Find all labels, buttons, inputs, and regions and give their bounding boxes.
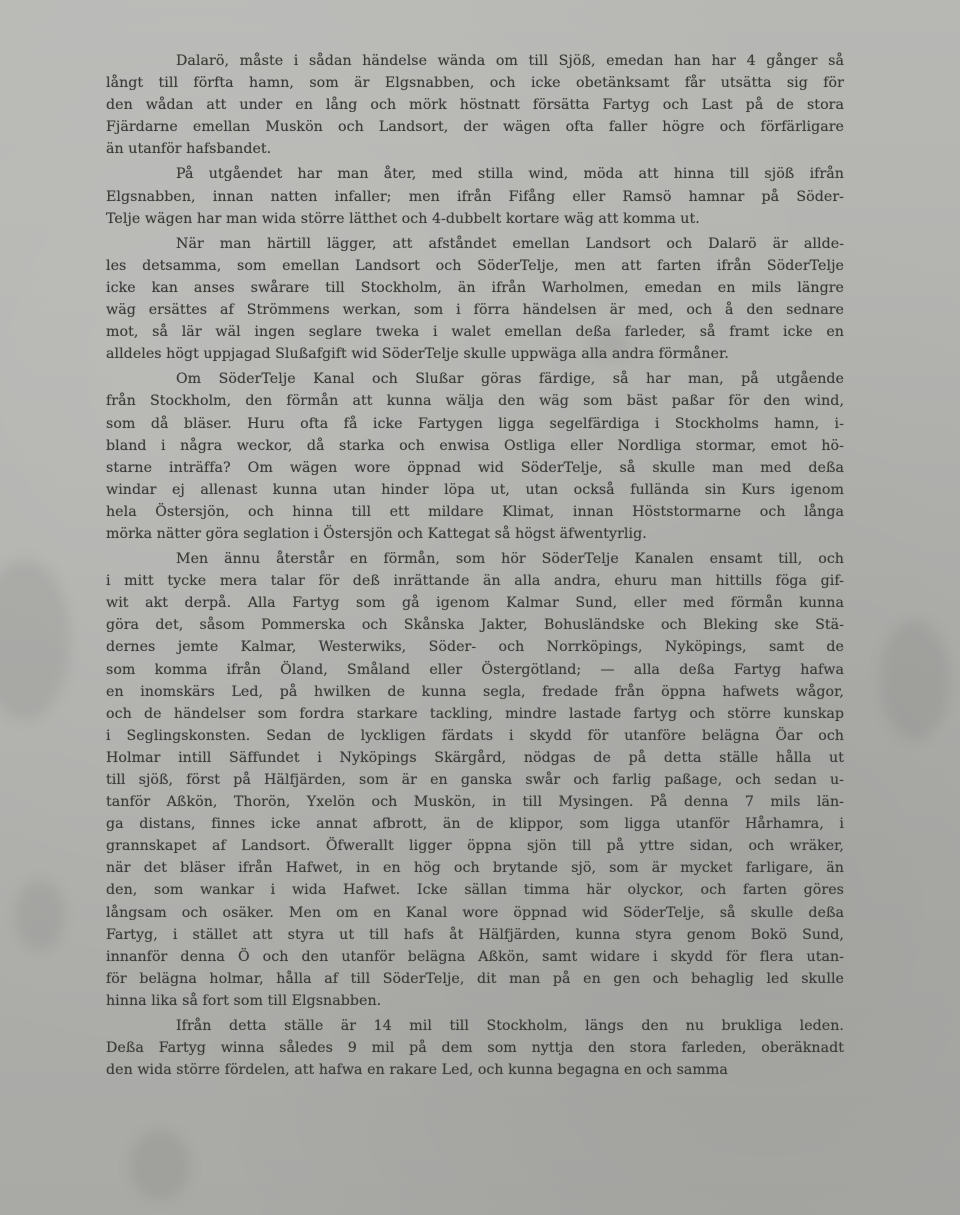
text-line: mot, så lär wäl ingen seglare twekа i walet emellan deßa farleder, så framt icke en <box>106 324 844 341</box>
text-line: icke kan anses swårare till Stockholm, än ifrån Warholmen, emedan en mils längre <box>106 279 844 296</box>
text-line: till sjöß, först på Hälfjärden, som är en ganska swår och farlig paßage, och sedan u- <box>106 772 844 788</box>
text-line: les detsamma, som emellan Landsort och SöderTelje, men att farten ifrån SöderTelje <box>106 257 844 274</box>
text-line: Holmar intill Säffundet i Nyköpings Skärgård, nödgas de på detta ställe hålla ut <box>106 749 844 766</box>
text-line: för belägna holmar, hålla af till SöderTelje, dit man på en gen och behaglig led skulle <box>106 970 844 987</box>
text-line: den wådan att under en lång och mörk höstnatt försätta Fartyg och Last på de stora <box>106 97 844 114</box>
text-line: hinna lika så fort som till Elgsnabben. <box>106 992 382 1009</box>
text-line: tanför Aßkön, Thorön, Yxelön och Muskön, in till Mysingen. På denna 7 mils län- <box>106 794 844 811</box>
text-line: Fartyg, i stället att styra ut till hafs åt Hälfjärden, kunna styra genom Bokö Sund, <box>106 926 844 943</box>
text-line: Men ännu återstår en förmån, som hör SöderTelje Kanalen ensamt till, och <box>176 551 844 568</box>
paragraph <box>106 233 844 366</box>
text-line: och de händelser som fordra starkare tackling, mindre lastade fartyg och större kunskap <box>106 705 844 722</box>
text-line: ga distans, finnes icke annat afbrott, än de klippor, som ligga utanför Hårhamra, i <box>106 816 844 833</box>
paper-stain <box>880 620 950 740</box>
text-line: i mitt tycke mera talar för deß inrättande än alla andra, ehuru man hittills föga gif- <box>106 573 844 590</box>
text-line: grannskapet af Landsort. Öfwerallt ligger öppna sjön till på yttre sidan, och wräker, <box>106 838 844 855</box>
text-line: göra det, såsom Pommerska och Skånska Jakter, Bohusländske och Bleking ske Stä- <box>106 617 844 634</box>
text-line: långsam och osäker. Men om en Kanal wore öppnad wid SöderTelje, så skulle deßa <box>106 904 844 921</box>
text-line: den, som wankar i wida Hafwet. Icke sällan timma här olyckor, och farten göres <box>106 882 844 899</box>
text-line: Deßa Fartyg winna således 9 mil på dem som nyttja den stora farleden, oberäknadt <box>106 1040 844 1057</box>
text-line: som då bläser. Huru ofta få icke Fartygen ligga segelfärdiga i Stockholms hamn, i- <box>106 415 844 432</box>
paper-stain <box>130 1130 190 1200</box>
text-line: starne inträffa? Om wägen wore öppnad wid SöderTelje, så skulle man med deßa <box>106 459 844 476</box>
text-line: den wida större fördelen, att hafwa en rakare Led, och kunna begagna en och samma <box>106 1062 728 1079</box>
paper-stain <box>15 880 65 950</box>
text-line: som komma ifrån Öland, Småland eller Östergötland; — alla deßa Fartyg hafwa <box>106 661 844 678</box>
paragraph <box>106 163 844 229</box>
text-line: På utgåendet har man åter, med stilla wind, möda att hinna till sjöß ifrån <box>176 166 844 183</box>
text-line: När man härtill lägger, att afståndet emellan Landsort och Dalarö är allde- <box>176 235 844 252</box>
paragraph <box>106 548 844 1012</box>
text-line: en inomskärs Led, på hwilken de kunna segla, fredade från öppna hafwets wågor, <box>106 683 844 700</box>
text-line: Ifrån detta ställe är 14 mil till Stockholm, längs den nu brukliga leden. <box>176 1018 844 1035</box>
paragraph <box>106 1015 844 1081</box>
text-line: i Seglingskonsten. Sedan de lyckligen färdats i skydd för utanföre belägna Öar och <box>106 727 844 744</box>
paragraph <box>106 368 844 545</box>
text-line: wit akt derpå. Alla Fartyg som gå igenom Kalmar Sund, eller med förmån kunna <box>106 595 844 612</box>
text-line: Fjärdarne emellan Muskön och Landsort, der wägen ofta faller högre och förfärligare <box>106 119 844 136</box>
text-line: bland i några weckor, då starka och enwisa Ostliga eller Nordliga stormar, emot hö- <box>106 437 844 454</box>
text-line: Elgsnabben, innan natten infaller; men ifrån Fifång eller Ramsö hamnar på Söder- <box>106 188 844 205</box>
body-text <box>106 50 844 1084</box>
text-line: från Stockholm, den förmån att kunna wälja den wäg som bäst paßar för den wind, <box>106 393 844 410</box>
text-line: dernes jemte Kalmar, Westerwiks, Söder- och Norrköpings, Nyköpings, samt de <box>106 639 844 656</box>
paragraph <box>106 50 844 160</box>
text-line: wäg ersättes af Strömmens werkan, som i förra händelsen är med, och å den sednare <box>106 302 844 319</box>
text-line: windar ej allenast kunna utan hinder löpa ut, utan också fullända sin Kurs igenom <box>106 481 844 498</box>
text-line: mörka nätter göra seglation i Östersjön och Kattegat så högst äfwentyrlig. <box>106 525 647 542</box>
text-line: långt till förfta hamn, som är Elgsnabben, och icke obetänksamt får utsätta sig för <box>106 75 844 92</box>
text-line: innanför denna Ö och den utanför belägna Aßkön, samt widare i skydd för flera utan- <box>106 948 844 965</box>
text-line: Telje wägen har man wida större lätthet och 4-dubbelt kortare wäg att komma ut. <box>106 210 700 227</box>
text-line: Om SöderTelje Kanal och Slußar göras färdige, så har man, på utgående <box>176 371 844 388</box>
text-line: Dalarö, måste i sådan händelse wända om till Sjöß, emedan han har 4 gånger så <box>176 53 844 69</box>
text-line: än utanför hafsbandet. <box>106 141 272 158</box>
text-line: när det bläser ifrån Hafwet, in en hög och brytande sjö, som är mycket farligare, än <box>106 860 844 877</box>
paper-stain <box>0 560 70 720</box>
text-line: hela Östersjön, och hinna till ett mildare Klimat, innan Höststormarne och långa <box>106 503 844 520</box>
text-line: alldeles högt uppjagad Slußafgift wid SöderTelje skulle uppwäga alla andra förmåner. <box>106 346 729 363</box>
